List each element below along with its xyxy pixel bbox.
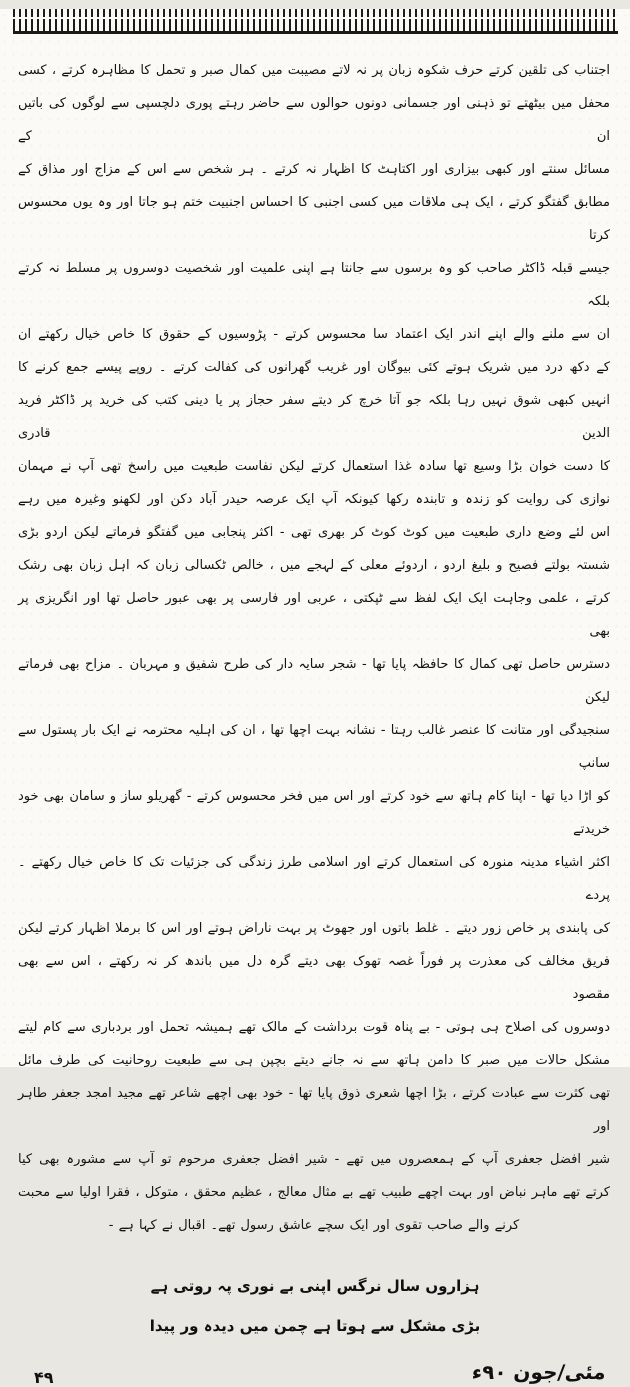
scanned-page	[0, 9, 630, 1387]
text-line: مسائل سنتے اور کبھی بیزاری اور اکتاہٹ کا اظہار نہ کرتے ۔ ہر شخص سے اس کے مزاج اور مذاق کے	[18, 162, 610, 177]
text-line: تھی کثرت سے عبادت کرتے ، بڑا اچھا شعری ذوق پایا تھا - خود بھی اچھے شاعر تھے مجید امجد جعفر طاہر اور	[18, 1086, 610, 1134]
text-line: اکثر اشیاء مدینہ منورہ کی استعمال کرتے اور اسلامی طرز زندگی کی جزئیات تک کا خاص خیال رکھتے ۔ پردے	[18, 855, 610, 903]
poem-verse: ہزاروں سال نرگس اپنی بے نوری پہ روتی ہے	[150, 1277, 480, 1295]
text-line: دسترس حاصل تھی کمال کا حافظہ پایا تھا - شجر سایہ دار کی طرح شفیق و مہربان ۔ مزاح بھی فرماتے لیکن	[18, 657, 610, 705]
text-line: جیسے قبلہ ڈاکٹر صاحب کو وہ برسوں سے جانتا ہے اپنی علمیت اور شخصیت دوسروں پر مسلط نہ کرتے بلکہ	[18, 261, 610, 309]
text-line: فریق مخالف کی معذرت پر فوراً غصہ تھوک بھی دیتے گرہ دل میں باندھ کر نہ رکھتے ، اس سے بھی مقصود	[18, 954, 610, 1002]
page-footer	[0, 1360, 630, 1387]
text-line: کے دکھ درد میں شریک ہوتے کئی بیوگان اور غریب گھرانوں کی کفالت کرتے ۔ روپے پیسے جمع کرنے کا	[18, 360, 610, 375]
text-line: کو اڑا دیا تھا - اپنا کام ہاتھ سے خود کرتے اور اس میں فخر محسوس کرتے - گھریلو ساز و سامان بھی خود خریدتے	[18, 789, 610, 837]
text-line: مطابق گفتگو کرتے ، ایک ہی ملاقات میں کسی اجنبی کا احساس اجنبیت ختم ہو جاتا اور وہ یوں محسوس کرتا	[18, 195, 610, 243]
text-line: کرنے والے صاحب تقوی اور ایک سچے عاشق رسول تھے۔ اقبال نے کہا ہے -	[108, 1218, 520, 1233]
page-number: ۴۹	[34, 1368, 54, 1387]
text-line: انہیں کبھی شوق نہیں رہا بلکہ جو آتا خرچ کر دیتے سفر حجاز پر یا دینی کتب کی خرید پر ڈاکٹر فرید الدین قادری	[18, 393, 610, 441]
text-line: کرتے تھے ماہر نباض اور بہت اچھے طبیب تھے بے مثال معالج ، عظیم محقق ، متوکل ، فقرا اولیا سے محبت	[18, 1185, 610, 1200]
text-line: کرتے ، علمی وجاہت ایک ایک لفظ سے ٹپکتی ، عربی اور فارسی پر بھی عبور حاصل تھا اور انگریزی پر بھی	[18, 591, 610, 639]
text-line: محفل میں بیٹھتے تو ذہنی اور جسمانی دونوں حوالوں سے حاضر رہتے پوری دلچسپی سے لوگوں کی باتیں ان کے	[18, 96, 610, 144]
text-line: اس لئے وضع داری طبعیت میں کوٹ کوٹ کر بھری تھی - اکثر پنجابی میں گفتگو فرماتے لیکن اردو بڑی	[18, 525, 610, 540]
issue-date: مئی/جون ۹۰ء	[471, 1360, 607, 1384]
text-line: سنجیدگی اور متانت کا عنصر غالب رہتا - نشانہ بہت اچھا تھا ، ان کی اہلیہ محترمہ نے ایک بار پستول سے سانپ	[18, 723, 610, 771]
text-line: کی پابندی پر خاص زور دیتے ۔ غلط باتوں اور جھوٹ پر بہت ناراض ہوتے اور اس کا برملا اظہار کرتے لیکن	[18, 921, 610, 936]
poem-couplet	[0, 1266, 630, 1346]
text-line: مشکل حالات میں صبر کا دامن ہاتھ سے نہ جانے دیتے بچپن ہی سے طبعیت روحانیت کی طرف مائل	[18, 1053, 610, 1068]
poem-verse: بڑی مشکل سے ہوتا ہے چمن میں دیدہ ور پیدا	[149, 1317, 481, 1335]
ornamental-top-border	[13, 9, 618, 34]
body-text	[18, 54, 610, 1242]
text-line: دوسروں کی اصلاح ہی ہوتی - بے پناہ قوت برداشت کے مالک تھے ہمیشہ تحمل اور بردباری سے کام لیتے	[18, 1020, 610, 1035]
text-line: ان سے ملنے والے اپنے اندر ایک اعتماد سا محسوس کرتے - پڑوسیوں کے حقوق کا خاص خیال رکھتے ان	[18, 327, 610, 342]
text-line: نوازی کی روایت کو زندہ و تابندہ رکھا کیونکہ آپ ایک عرصہ حیدر آباد دکن اور لکھنو وغیرہ میں رہے	[18, 492, 610, 507]
text-line: کا دست خوان بڑا وسیع تھا سادہ غذا استعمال کرتے لیکن نفاست طبعیت میں راسخ تھی آپ نے مہمان	[18, 459, 610, 474]
text-line: اجتناب کی تلقین کرتے حرف شکوہ زبان پر نہ لاتے مصیبت میں کمال صبر و تحمل کا مظاہرہ کرتے ، کسی	[18, 63, 610, 78]
text-line: شیر افضل جعفری آپ کے ہمعصروں میں تھے - شیر افضل جعفری مرحوم تو آپ سے مشورہ بھی کیا	[18, 1152, 610, 1167]
text-line: شستہ بولتے فصیح و بلیغ اردو ، اردوئے معلی کے لہجے میں ، خالص ٹکسالی زبان کہ اہل زبان بھی رشک	[18, 558, 610, 573]
